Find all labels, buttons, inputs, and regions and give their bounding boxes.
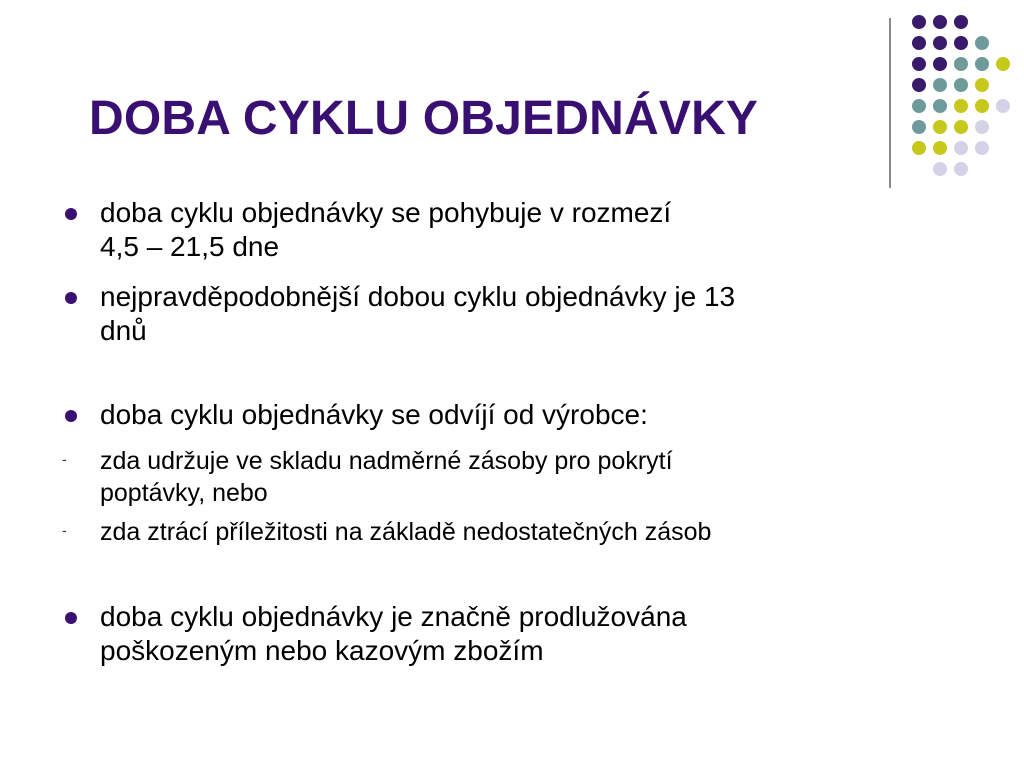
bullet-text	[100, 600, 960, 668]
bullet-line: dnů	[100, 315, 147, 346]
bullet-line: doba cyklu objednávky je značně prodlužována	[100, 601, 687, 632]
bullet-dot-icon	[65, 612, 77, 624]
bullet-line: poškozeným nebo kazovým zbožím	[100, 635, 544, 666]
dash-marker-icon: -	[62, 522, 67, 538]
bullet-dot-icon	[65, 208, 77, 220]
dash-marker-icon: -	[62, 451, 67, 467]
bullet-text	[100, 196, 960, 264]
sub-bullet-line: poptávky, nebo	[100, 479, 268, 507]
bullet-dot-icon	[65, 292, 77, 304]
bullet-dot-icon	[65, 410, 77, 422]
sub-bullet-line: zda udržuje ve skladu nadměrné zásoby pro pokrytí	[100, 447, 673, 475]
slide-title: DOBA CYKLU OBJEDNÁVKY	[89, 92, 759, 145]
sub-bullet-line: zda ztrácí příležitosti na základě nedostatečných zásob	[100, 518, 712, 546]
sub-bullet-text	[100, 516, 960, 548]
bullet-line: doba cyklu objednávky se odvíjí od výrobce:	[100, 399, 648, 430]
bullet-line: doba cyklu objednávky se pohybuje v rozmezí	[100, 197, 672, 228]
bullet-text	[100, 398, 960, 432]
bullet-line: nejpravděpodobnější dobou cyklu objednávky je 13	[100, 281, 736, 312]
bullet-line: 4,5 – 21,5 dne	[100, 231, 280, 262]
bullet-text	[100, 280, 960, 348]
sub-bullet-text	[100, 445, 960, 509]
